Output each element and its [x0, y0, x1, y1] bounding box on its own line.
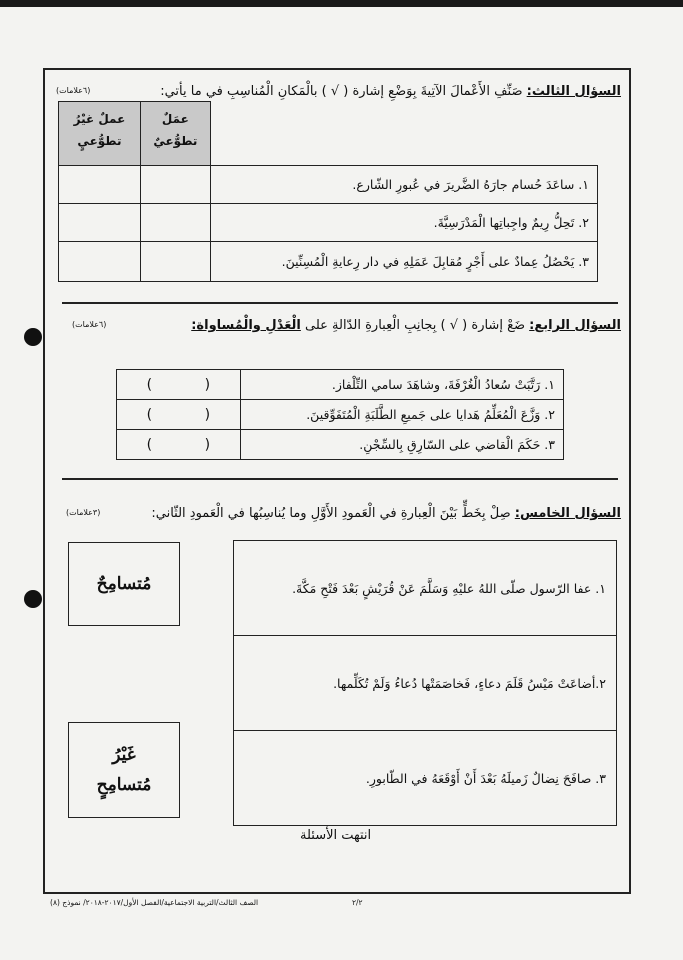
q5-marks: (٣علامات)	[66, 508, 101, 517]
punch-hole	[24, 328, 42, 346]
q4-marks: (٦علامات)	[72, 320, 107, 329]
section-divider	[62, 478, 618, 480]
q5-box-tolerant[interactable]: مُتسامِحٌ	[68, 542, 180, 626]
q4-prompt: ضَعْ إشارة ( √ ) بِجانِبِ الْعِبارةِ الدّالةِ على	[300, 318, 530, 333]
page-number: ٢/٢	[352, 898, 363, 907]
q3-row-1: ١. ساعَدَ حُسام جارَهُ الضَّريرَ في عُبورِ الشّارع.	[210, 166, 597, 204]
q5-row-2: ٢.أضاعَتْ مَيْسُ قَلَمَ دعاءٍ، فَخاصَمَتْها دُعاءُ وَلَمْ تُكَلِّمها.	[234, 636, 617, 731]
q3-heading	[160, 84, 621, 99]
q4-title: السؤال الرابع:	[529, 318, 621, 333]
q3-table	[58, 101, 598, 282]
punch-hole	[24, 590, 42, 608]
q3-marks: (٦علامات)	[56, 86, 91, 95]
q5-title: السؤال الخامس:	[514, 506, 621, 521]
q4-keywords: الْعَدْلِ والْمُساواة:	[191, 318, 301, 333]
q4-answer-cell[interactable]: ()	[117, 370, 241, 400]
q4-heading	[191, 318, 621, 333]
q3-answer-cell[interactable]	[59, 166, 141, 204]
section-divider	[62, 302, 618, 304]
q3-header-volunteer: عمَلٌ تطوُّعيٌ	[140, 102, 210, 166]
end-of-questions: انتهت الأسئلة	[300, 828, 372, 843]
q5-table	[233, 540, 617, 826]
q5-heading	[151, 506, 621, 521]
q3-answer-cell[interactable]	[140, 242, 210, 282]
q5-prompt: صِلْ بِخَطٍّ بَيْنَ الْعِبارةِ في الْعَمودِ الأَوَّلِ وما يُناسِبُها في الْعَمودِ الثّاني:	[151, 506, 515, 521]
q3-prompt: صَنِّفِ الأَعْمالَ الآتِيةَ بِوَضْعِ إشارة ( √ ) بالْمَكانِ الْمُناسِبِ في ما يأتي:	[160, 84, 527, 99]
q5-row-3: ٣. صافَحَ نِضالٌ زَميلَهُ بَعْدَ أَنْ أَوْقَعَهُ في الطّابورِ.	[234, 731, 617, 826]
q4-row-3: ٣. حَكَمَ الْقاضي على السّارِقِ بِالسِّجْنِ.	[240, 430, 563, 460]
q3-answer-cell[interactable]	[140, 204, 210, 242]
footer-text: الصف الثالث/التربية الاجتماعية/الفصل الأول/٢٠١٧-٢٠١٨/ نموذج (٨)	[50, 898, 259, 907]
q3-answer-cell[interactable]	[59, 242, 141, 282]
q3-title: السؤال الثالث:	[526, 84, 621, 99]
q3-row-3: ٣. يَحْصُلُ عِمادٌ على أَجْرٍ مُقابِلَ عَمَلِهِ في دار رِعايةِ الْمُسِنِّينَ.	[210, 242, 597, 282]
q3-header-non-volunteer: عملٌ غيْرُ تطوُّعيٍ	[59, 102, 141, 166]
q3-answer-cell[interactable]	[59, 204, 141, 242]
top-edge	[0, 0, 683, 7]
q4-answer-cell[interactable]: ()	[117, 430, 241, 460]
q3-answer-cell[interactable]	[140, 166, 210, 204]
q4-row-1: ١. رَتَّبَتْ سُعادُ الْغُرْفَةَ، وشاهَدَ سامي التِّلْفاز.	[240, 370, 563, 400]
q5-row-1: ١. عفا الرّسول صلّى اللهُ عليْهِ وَسَلَّمَ عَنْ قُرَيْشٍ بَعْدَ فَتْحِ مَكَّةَ.	[234, 541, 617, 636]
q4-table	[116, 369, 564, 460]
q5-box-intolerant[interactable]: غَيْرُ مُتسامِحٍ	[68, 722, 180, 818]
q4-row-2: ٢. وَزَّعَ الْمُعَلِّمُ هَدايا على جَميعِ الطَّلَبَةِ الْمُتَفَوِّقينَ.	[240, 400, 563, 430]
q3-row-2: ٢. تَحِلُّ رِيمٌ واجِباتِها الْمَدْرَسِيَّةَ.	[210, 204, 597, 242]
q4-answer-cell[interactable]: ()	[117, 400, 241, 430]
